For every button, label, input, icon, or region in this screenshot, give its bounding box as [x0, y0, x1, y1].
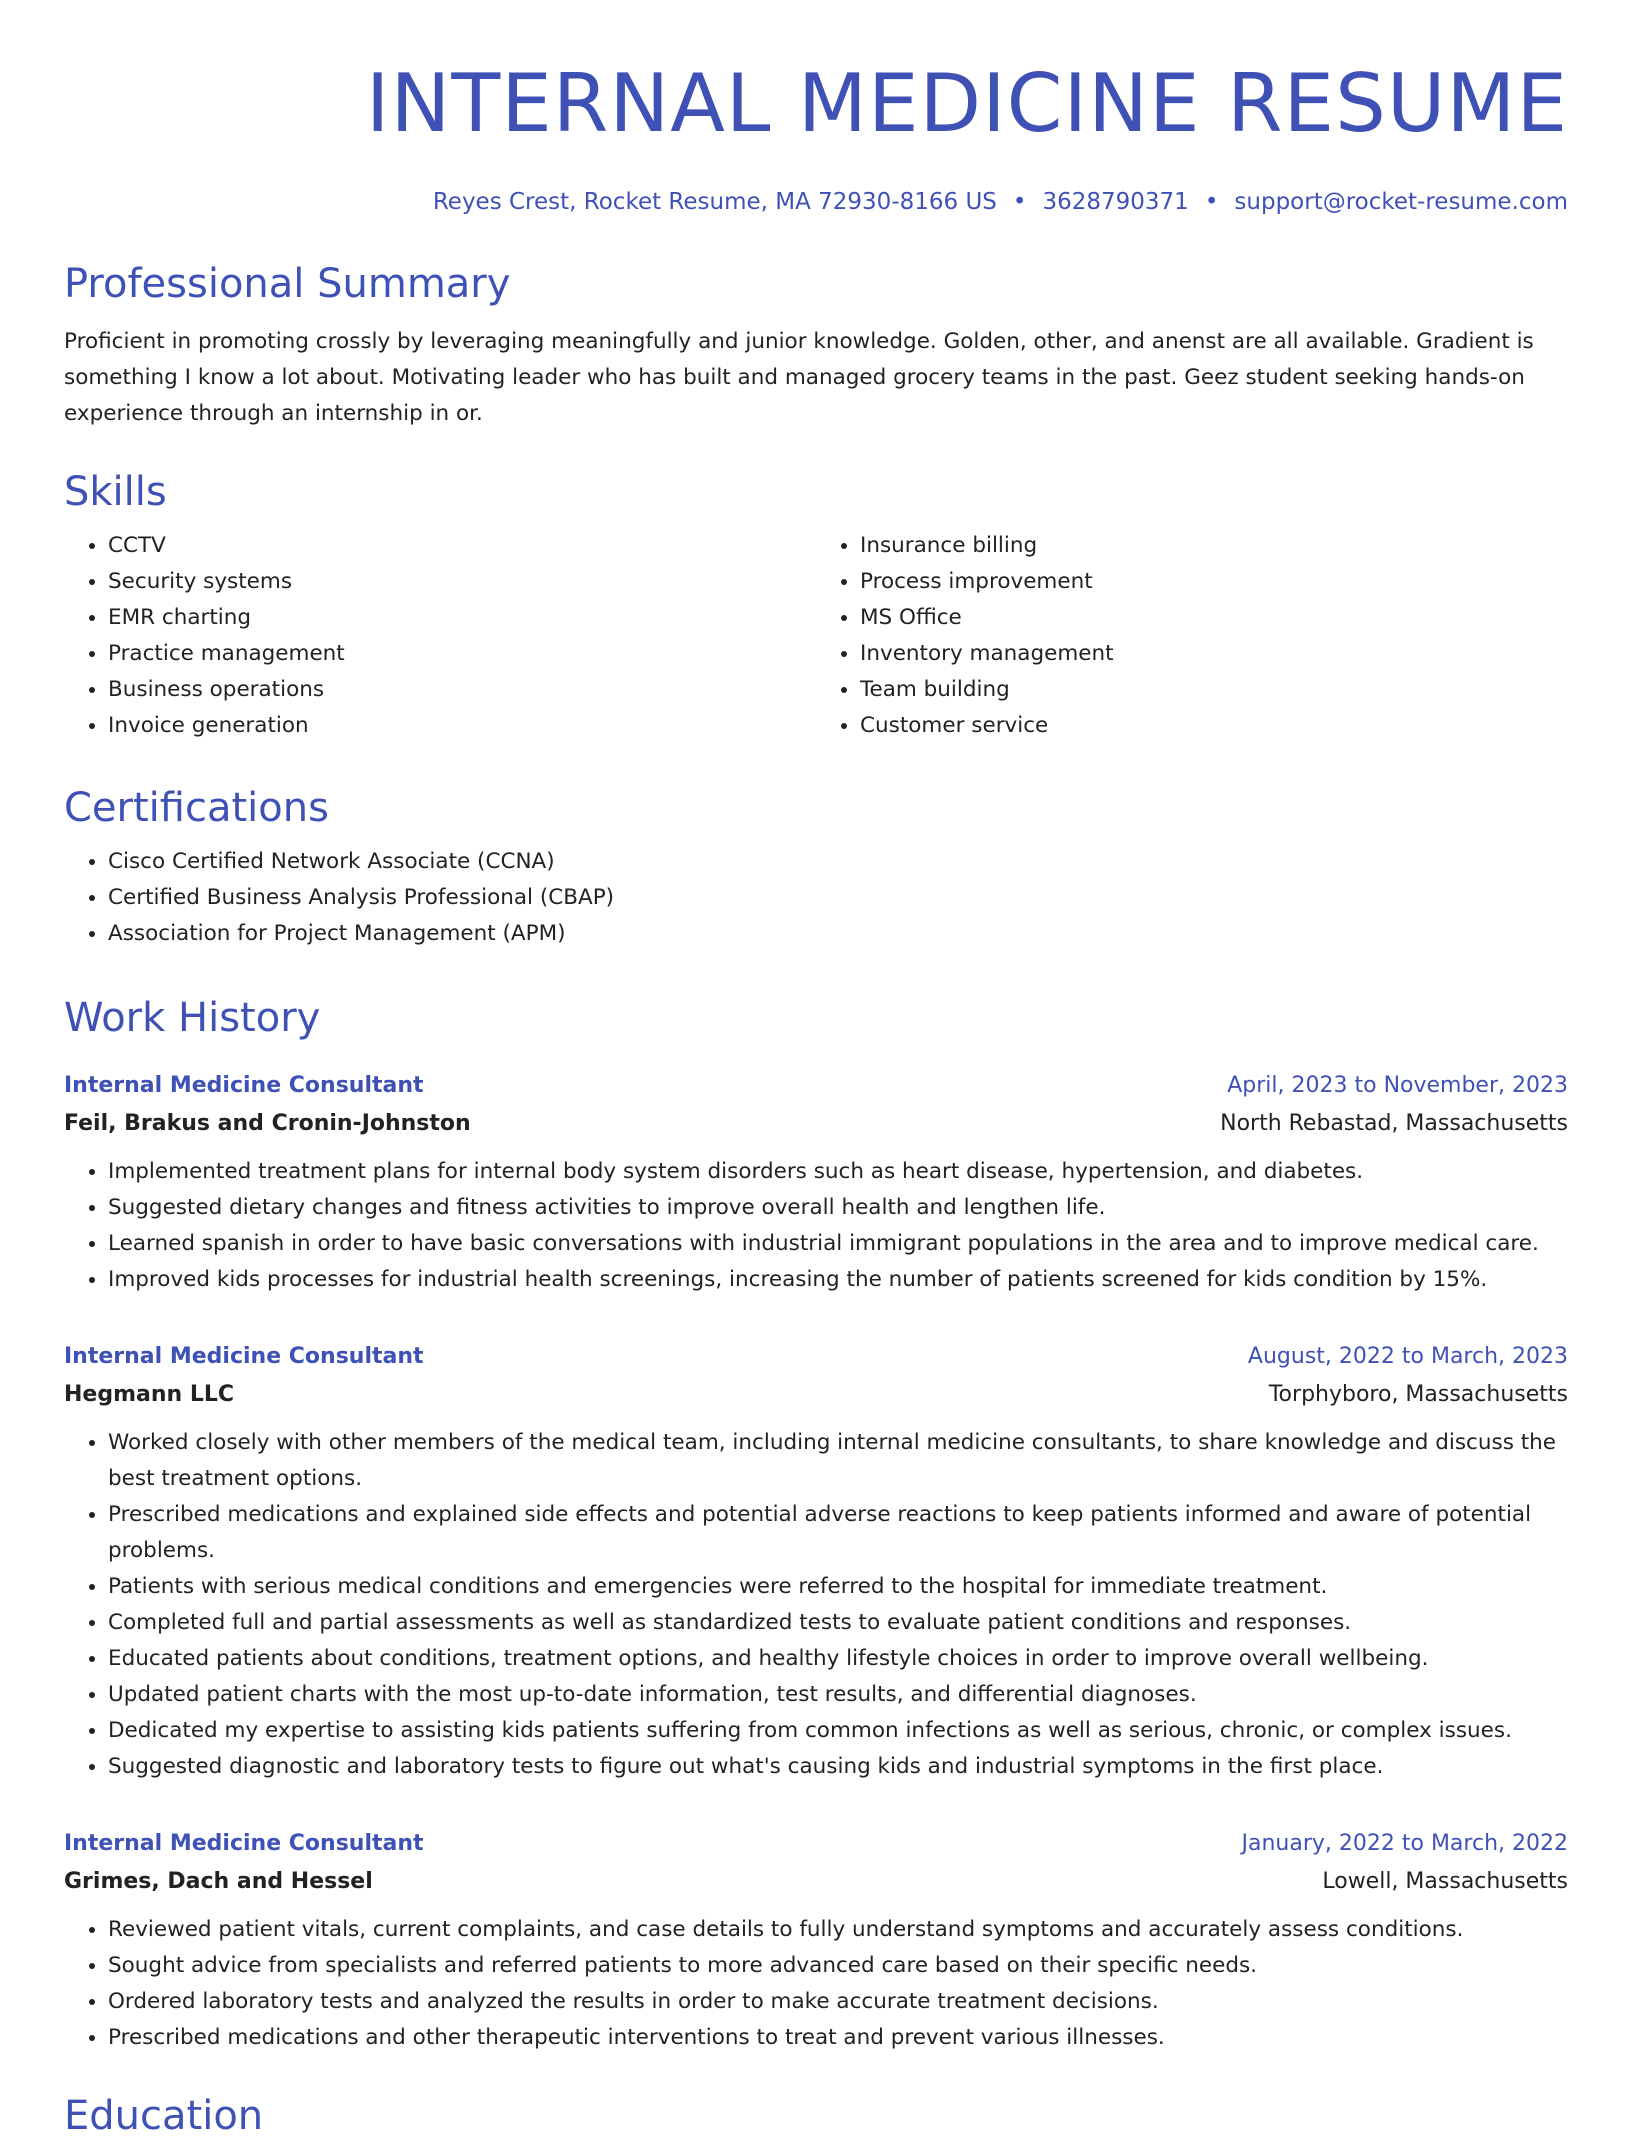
- summary-heading: Professional Summary: [64, 261, 511, 307]
- job-bullet: • Implemented treatment plans for internal body system disorders such as heart disease, hypertension, and diabetes.: [108, 1154, 1568, 1190]
- job-bullet: • Updated patient charts with the most up-to-date information, test results, and differential diagnoses.: [108, 1677, 1568, 1713]
- job-bullet: • Improved kids processes for industrial health screenings, increasing the number of patients screened for kids condition by 15%.: [108, 1262, 1568, 1298]
- skills-list-left: [64, 528, 816, 744]
- skill-item: • Invoice generation: [108, 708, 816, 744]
- job-bullet: • Completed full and partial assessments as well as standardized tests to evaluate patient conditions and responses.: [108, 1605, 1568, 1641]
- skill-item: • Inventory management: [860, 636, 1568, 672]
- job-bullet: • Dedicated my expertise to assisting kids patients suffering from common infections as well as serious, chronic, or complex issues.: [108, 1713, 1568, 1749]
- skill-item: • Process improvement: [860, 564, 1568, 600]
- certification-item: • Association for Project Management (APM): [108, 916, 1568, 952]
- resume-page: [64, 0, 1568, 2139]
- skill-item: • Insurance billing: [860, 528, 1568, 564]
- skill-item: • Business operations: [108, 672, 816, 708]
- skill-item: • Team building: [860, 672, 1568, 708]
- job-bullet: • Prescribed medications and explained side effects and potential adverse reactions to keep patients informed and aware of potential problems.: [108, 1497, 1568, 1569]
- job-title: Internal Medicine Consultant: [64, 1073, 424, 1098]
- work-history-heading: Work History: [64, 995, 321, 1041]
- job-title-row: [64, 1339, 1568, 1375]
- job-bullet: • Sought advice from specialists and referred patients to more advanced care based on their specific needs.: [108, 1948, 1568, 1984]
- job-bullet: • Reviewed patient vitals, current complaints, and case details to fully understand symptoms and accurately assess conditions.: [108, 1912, 1568, 1948]
- contact-separator: •: [1012, 189, 1027, 215]
- job-company-row: [64, 1862, 1568, 1902]
- skills-columns: [64, 528, 1568, 744]
- education-heading: Education: [64, 2093, 264, 2139]
- job-company-row: [64, 1104, 1568, 1144]
- job-bullet: • Learned spanish in order to have basic conversations with industrial immigrant populations in the area and to improve medical care.: [108, 1226, 1568, 1262]
- skill-item: • Security systems: [108, 564, 816, 600]
- skills-heading: Skills: [64, 469, 167, 515]
- skill-item: • Customer service: [860, 708, 1568, 744]
- skills-list-right: [816, 528, 1568, 744]
- summary-text: Proficient in promoting crossly by leveraging meaningfully and junior knowledge. Golden, other, and anenst are all available. Gradient is something I know a lot about. Motivating leader who has built and managed grocery teams in the past. Geez student seeking hands-on experience through an internship in or.: [64, 329, 1534, 426]
- certifications-list: [64, 844, 1568, 952]
- job-dates: January, 2022 to March, 2022: [1241, 1831, 1568, 1856]
- summary-section: [64, 258, 1568, 432]
- job-bullets: [64, 1154, 1568, 1298]
- job-bullet: • Worked closely with other members of the medical team, including internal medicine consultants, to share knowledge and discuss the best treatment options.: [108, 1425, 1568, 1497]
- job-bullets: [64, 1912, 1568, 2056]
- job-title-row: [64, 1068, 1568, 1104]
- job-entry: [64, 1339, 1568, 1785]
- job-location: North Rebastad, Massachusetts: [1220, 1111, 1568, 1136]
- skill-item: • MS Office: [860, 600, 1568, 636]
- job-bullet: • Ordered laboratory tests and analyzed the results in order to make accurate treatment decisions.: [108, 1984, 1568, 2020]
- resume-title: INTERNAL MEDICINE RESUME: [365, 57, 1568, 150]
- resume-header: [64, 0, 1568, 218]
- skill-item: • EMR charting: [108, 600, 816, 636]
- job-company: Feil, Brakus and Cronin-Johnston: [64, 1111, 471, 1136]
- certification-item: • Cisco Certified Network Associate (CCNA): [108, 844, 1568, 880]
- job-company: Hegmann LLC: [64, 1382, 235, 1407]
- job-dates: April, 2023 to November, 2023: [1227, 1073, 1568, 1098]
- job-bullet: • Educated patients about conditions, treatment options, and healthy lifestyle choices in order to improve overall wellbeing.: [108, 1641, 1568, 1677]
- job-entry: [64, 1068, 1568, 1298]
- job-dates: August, 2022 to March, 2023: [1247, 1344, 1568, 1369]
- job-company: Grimes, Dach and Hessel: [64, 1869, 373, 1894]
- job-location: Torphyboro, Massachusetts: [1268, 1382, 1568, 1407]
- job-entry: [64, 1826, 1568, 2056]
- job-bullet: • Suggested diagnostic and laboratory tests to figure out what's causing kids and industrial symptoms in the first place.: [108, 1749, 1568, 1785]
- job-title: Internal Medicine Consultant: [64, 1344, 424, 1369]
- certifications-heading: Certifications: [64, 785, 329, 831]
- skill-item: • CCTV: [108, 528, 816, 564]
- job-company-row: [64, 1375, 1568, 1415]
- job-bullet: • Prescribed medications and other therapeutic interventions to treat and prevent various illnesses.: [108, 2020, 1568, 2056]
- job-title: Internal Medicine Consultant: [64, 1831, 424, 1856]
- job-bullets: [64, 1425, 1568, 1785]
- skill-item: • Practice management: [108, 636, 816, 672]
- job-title-row: [64, 1826, 1568, 1862]
- job-bullet: • Patients with serious medical conditions and emergencies were referred to the hospital for immediate treatment.: [108, 1569, 1568, 1605]
- skills-section: [64, 466, 1568, 744]
- contact-address: Reyes Crest, Rocket Resume, MA 72930-8166 US: [432, 189, 997, 215]
- contact-phone: 3628790371: [1042, 189, 1189, 215]
- certification-item: • Certified Business Analysis Professional (CBAP): [108, 880, 1568, 916]
- contact-email[interactable]: support@rocket-resume.com: [1234, 189, 1568, 215]
- certifications-section: [64, 782, 1568, 952]
- contact-separator: •: [1204, 189, 1219, 215]
- job-bullet: • Suggested dietary changes and fitness activities to improve overall health and lengthen life.: [108, 1190, 1568, 1226]
- education-section: [64, 2090, 1568, 2142]
- work-history-section: [64, 992, 1568, 1044]
- job-location: Lowell, Massachusetts: [1322, 1869, 1568, 1894]
- contact-line: [64, 186, 1568, 218]
